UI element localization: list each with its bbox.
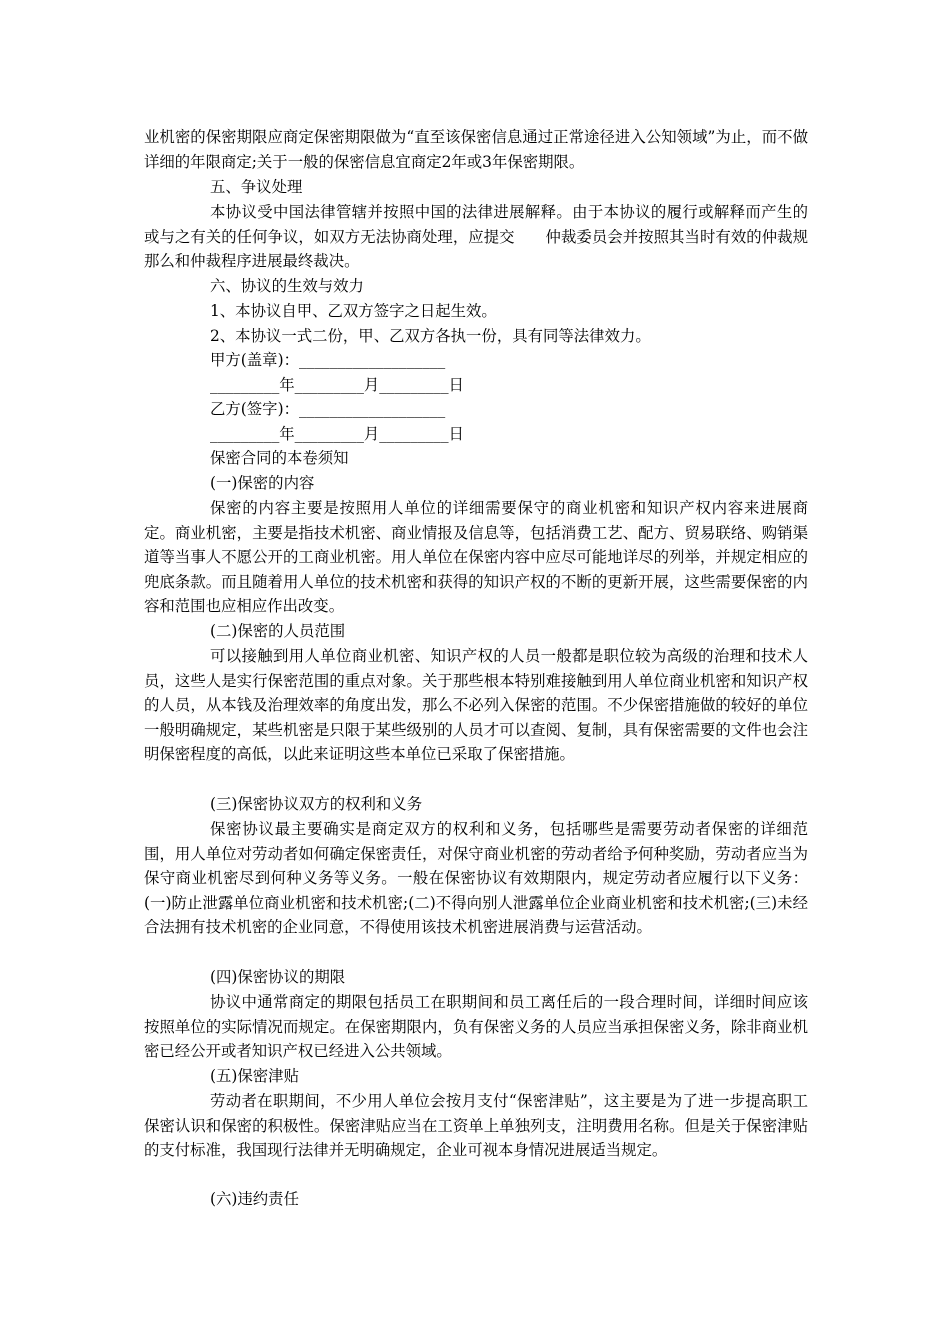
paragraph-section-1: 保密的内容主要是按照用人单位的详细需要保守的商业机密和知识产权内容来进展商定。商业机密，主要是指技术机密、商业情报及信息等，包括消费工艺、配方、贸易联络、购销渠道等当事人不愿公开的工商业机密。用人单位在保密内容中应尽可能地详尽的列举，并规定相应的兜底条款。而且随着用人单位的技术机密和获得的知识产权的不断的更新开展，这些需要保密的内容和范围也应相应作出改变。 [144, 499, 808, 616]
heading-section-2: (二)保密的人员范围 [210, 622, 346, 640]
heading-section-6: (六)违约责任 [210, 1190, 299, 1208]
heading-section-5: (五)保密津贴 [210, 1067, 299, 1085]
heading-section-4: (四)保密协议的期限 [210, 968, 346, 986]
paragraph-dispute: 本协议受中国法律管辖并按照中国的法律进展解释。由于本协议的履行或解释而产生的或与之有关的任何争议，如双方无法协商处理，应提交 仲裁委员会并按照其当时有效的仲裁规那么和仲裁程序进展最终裁决。 [144, 203, 808, 271]
paragraph-intro: 业机密的保密期限应商定保密期限做为“直至该保密信息通过正常途径进入公知领域”为止，而不做详细的年限商定;关于一般的保密信息宜商定2年或3年保密期限。 [144, 128, 808, 171]
effect-item-1: 1、本协议自甲、乙双方签字之日起生效。 [210, 302, 497, 320]
effect-item-2: 2、本协议一式二份，甲、乙双方各执一份，具有同等法律效力。 [210, 327, 651, 345]
date-line-party-a: _________年_________月_________日 [210, 376, 464, 394]
paragraph-section-5: 劳动者在职期间，不少用人单位会按月支付“保密津贴”，这主要是为了进一步提高职工保密认识和保密的积极性。保密津贴应当在工资单上单独列支，注明费用名称。但是关于保密津贴的支付标准，我国现行法律并无明确规定，企业可视本身情况进展适当规定。 [144, 1092, 808, 1160]
heading-effect: 六、协议的生效与效力 [210, 277, 364, 295]
date-line-party-b: _________年_________月_________日 [210, 425, 464, 443]
notice-title: 保密合同的本卷须知 [210, 449, 349, 467]
heading-dispute: 五、争议处理 [210, 178, 303, 196]
paragraph-section-2: 可以接触到用人单位商业机密、知识产权的人员一般都是职位较为高级的治理和技术人员，这些人是实行保密范围的重点对象。关于那些根本特别难接触到用人单位商业机密和知识产权的人员，从本钱及治理效率的角度出发，那么不必列入保密的范围。不少保密措施做的较好的单位一般明确规定，某些机密是只限于某些级别的人员才可以查阅、复制，具有保密需要的文件也会注明保密程度的高低，以此来证明这些本单位已采取了保密措施。 [144, 647, 808, 764]
paragraph-section-3: 保密协议最主要确实是商定双方的权利和义务，包括哪些是需要劳动者保密的详细范围，用人单位对劳动者如何确定保密责任，对保守商业机密的劳动者给予何种奖励，劳动者应当为保守商业机密尽到何种义务等义务。一般在保密协议有效期限内，规定劳动者应履行以下义务：(一)防止泄露单位商业机密和技术机密;(二)不得向别人泄露单位企业商业机密和技术机密;(三)未经合法拥有技术机密的企业同意，不得使用该技术机密进展消费与运营活动。 [144, 820, 808, 937]
heading-section-1: (一)保密的内容 [210, 474, 315, 492]
heading-section-3: (三)保密协议双方的权利和义务 [210, 795, 423, 813]
paragraph-section-4: 协议中通常商定的期限包括员工在职期间和员工离任后的一段合理时间，详细时间应该按照单位的实际情况而规定。在保密期限内，负有保密义务的人员应当承担保密义务，除非商业机密已经公开或者知识产权已经进入公共领域。 [144, 993, 808, 1061]
signature-party-a: 甲方(盖章)：___________________ [210, 351, 446, 369]
signature-party-b: 乙方(签字)：___________________ [210, 400, 446, 418]
